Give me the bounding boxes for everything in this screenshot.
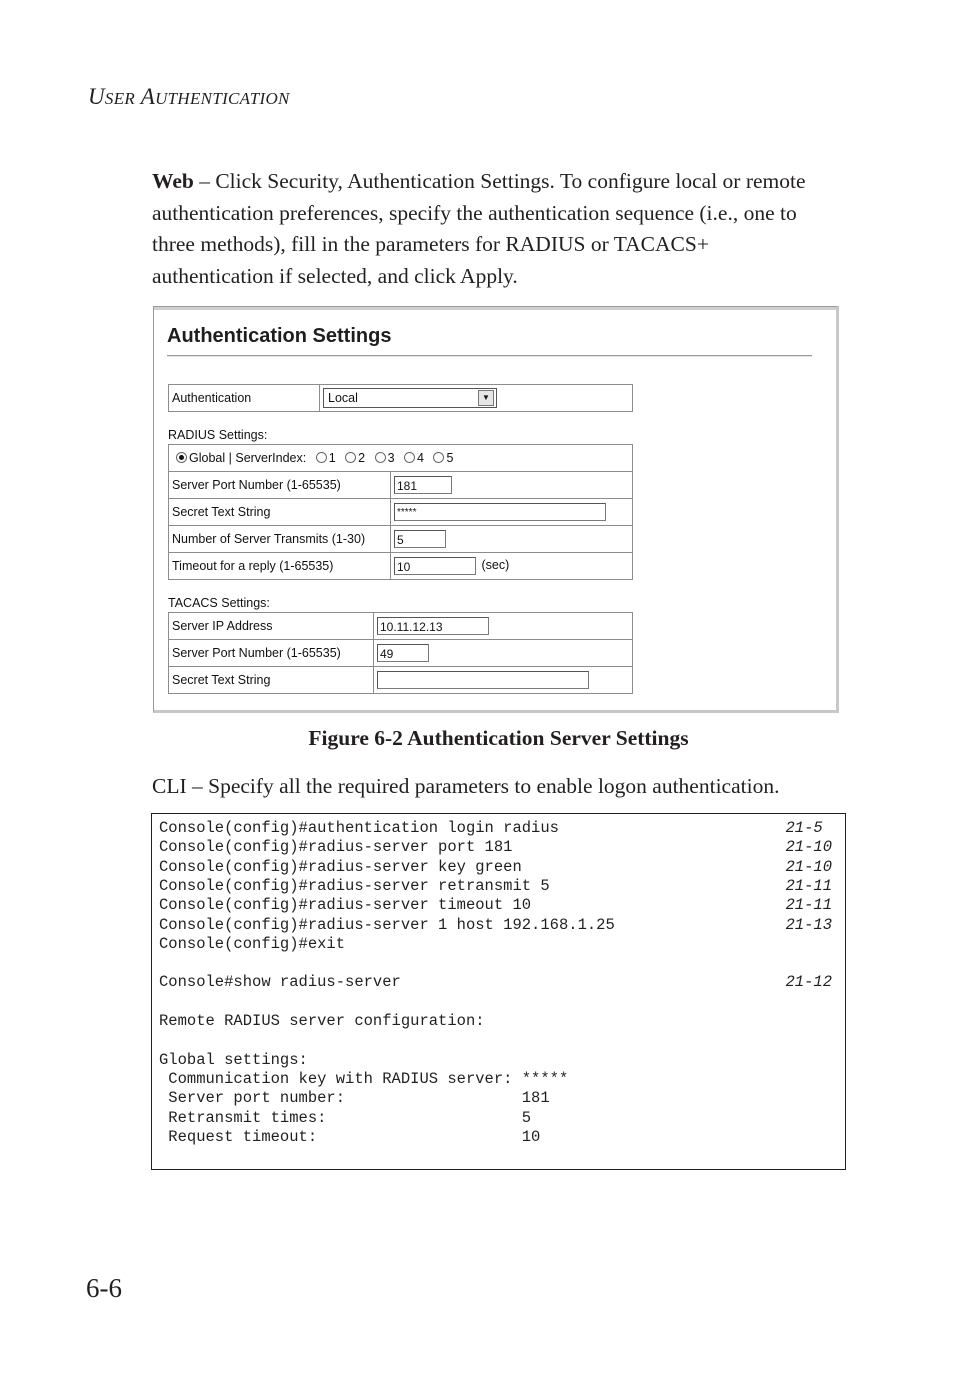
radio-server-index-2[interactable] xyxy=(345,452,356,463)
radius-transmits-input[interactable]: 5 xyxy=(394,530,446,548)
chevron-down-icon[interactable]: ▼ xyxy=(478,390,494,406)
code-line xyxy=(159,858,835,877)
header-rest-uthentication: UTHENTICATION xyxy=(155,89,290,108)
code-reference: 21-11 xyxy=(785,876,832,895)
code-text: Console(config)#radius-server timeout 10 xyxy=(159,896,532,915)
radio-index-label: 4 xyxy=(417,451,424,465)
tacacs-settings-table xyxy=(168,612,633,694)
page-number: 6-6 xyxy=(86,1273,122,1303)
radius-port-cell xyxy=(391,472,633,499)
code-text: Communication key with RADIUS server: ***** xyxy=(159,1069,569,1088)
code-line xyxy=(159,1070,835,1089)
code-text: Console(config)#authentication login radius xyxy=(159,819,559,837)
radius-transmits-label: Number of Server Transmits (1-30) xyxy=(169,526,391,553)
code-reference: 21-11 xyxy=(785,896,832,915)
code-line xyxy=(159,954,835,973)
code-line xyxy=(159,838,835,857)
authentication-select-value: Local xyxy=(328,391,358,405)
authentication-table xyxy=(168,384,633,412)
code-line xyxy=(159,973,835,992)
intro-paragraph xyxy=(152,166,832,292)
code-text: Console(config)#radius-server 1 host 192.168.1.25 xyxy=(159,915,615,934)
radio-global[interactable] xyxy=(176,452,187,463)
radius-timeout-label: Timeout for a reply (1-65535) xyxy=(169,553,391,580)
radius-timeout-input[interactable]: 10 xyxy=(394,557,476,575)
radius-timeout-cell xyxy=(391,553,633,580)
authentication-cell xyxy=(320,385,633,412)
scope-separator: | xyxy=(228,451,232,465)
code-reference: 21-10 xyxy=(785,857,832,876)
code-line xyxy=(159,1031,835,1050)
cli-intro: CLI – Specify all the required parameters to enable logon authentication. xyxy=(152,774,780,798)
running-header xyxy=(88,84,290,110)
tacacs-ip-cell xyxy=(374,613,633,640)
code-text: Console(config)#radius-server key green xyxy=(159,857,522,876)
radio-index-label: 5 xyxy=(446,451,454,465)
code-text: Console(config)#exit xyxy=(159,934,346,953)
code-line xyxy=(159,1109,835,1128)
tacacs-port-cell xyxy=(374,640,633,667)
authentication-label: Authentication xyxy=(169,385,320,412)
radius-port-label: Server Port Number (1-65535) xyxy=(169,472,391,499)
radius-section-label: RADIUS Settings: xyxy=(168,428,268,442)
tacacs-section-label: TACACS Settings: xyxy=(168,596,270,610)
authentication-settings-screenshot xyxy=(153,306,839,713)
radio-server-index-3[interactable] xyxy=(375,452,386,463)
code-reference: 21-10 xyxy=(785,838,832,857)
radius-secret-cell xyxy=(391,499,633,526)
code-reference: 21-5 xyxy=(785,819,832,837)
code-text: Remote RADIUS server configuration: xyxy=(159,1012,485,1030)
tacacs-port-label: Server Port Number (1-65535) xyxy=(169,640,374,667)
tacacs-secret-label: Secret Text String xyxy=(169,667,374,694)
title-divider xyxy=(167,355,812,357)
tacacs-ip-input[interactable]: 10.11.12.13 xyxy=(377,617,489,635)
radio-server-index-5[interactable] xyxy=(433,452,444,463)
radio-index-label: 3 xyxy=(387,451,395,465)
radius-scope-row xyxy=(169,445,633,472)
header-initial-a: A xyxy=(140,84,156,109)
radio-global-label: Global xyxy=(189,451,226,465)
tacacs-ip-label: Server IP Address xyxy=(169,613,374,640)
radio-server-index-1[interactable] xyxy=(316,452,327,463)
authentication-select[interactable] xyxy=(323,388,497,408)
intro-lead: Web xyxy=(152,169,194,193)
panel-title: Authentication Settings xyxy=(167,325,392,347)
radius-settings-table xyxy=(168,444,633,580)
radius-port-input[interactable]: 181 xyxy=(394,476,452,494)
header-initial-u: U xyxy=(88,84,105,109)
code-reference: 21-12 xyxy=(785,973,832,992)
figure-caption: Figure 6-2 Authentication Server Settings xyxy=(308,726,689,750)
radius-secret-label: Secret Text String xyxy=(169,499,391,526)
radio-server-index-4[interactable] xyxy=(404,452,415,463)
radio-index-label: 2 xyxy=(358,451,366,465)
code-text: Console#show radius-server xyxy=(159,973,401,992)
code-line xyxy=(159,916,835,935)
radius-transmits-cell xyxy=(391,526,633,553)
intro-text: – Click Security, Authentication Settings. To configure local or remote authentication preferences, specify the authentication sequence (i.e., one to three methods), fill in the parameters for RADIUS or TACACS+ authentication if selected, and click Apply. xyxy=(152,169,806,288)
code-line xyxy=(159,819,835,838)
tacacs-port-input[interactable]: 49 xyxy=(377,644,429,662)
tacacs-secret-input[interactable] xyxy=(377,671,589,689)
code-text: Server port number: 181 xyxy=(159,1089,550,1108)
code-line xyxy=(159,877,835,896)
code-line xyxy=(159,993,835,1012)
code-line xyxy=(159,935,835,954)
code-text: Console(config)#radius-server retransmit 5 xyxy=(159,876,550,895)
code-text: Console(config)#radius-server port 181 xyxy=(159,838,513,857)
code-line xyxy=(159,1089,835,1108)
code-line xyxy=(159,1051,835,1070)
tacacs-secret-cell xyxy=(374,667,633,694)
code-text: Retransmit times: 5 xyxy=(159,1108,532,1127)
code-text: Global settings: xyxy=(159,1050,308,1069)
code-line xyxy=(159,1128,835,1147)
code-text: Request timeout: 10 xyxy=(159,1127,541,1146)
timeout-unit-label: (sec) xyxy=(481,558,510,573)
server-index-label: ServerIndex: xyxy=(235,451,307,465)
panel-top-border xyxy=(154,307,836,310)
cli-code-block xyxy=(151,813,846,1170)
header-rest-ser: SER xyxy=(104,89,136,108)
code-line xyxy=(159,1012,835,1031)
code-line xyxy=(159,896,835,915)
code-reference: 21-13 xyxy=(785,915,832,934)
radius-secret-input[interactable]: ***** xyxy=(394,503,606,521)
radio-index-label: 1 xyxy=(328,451,336,465)
